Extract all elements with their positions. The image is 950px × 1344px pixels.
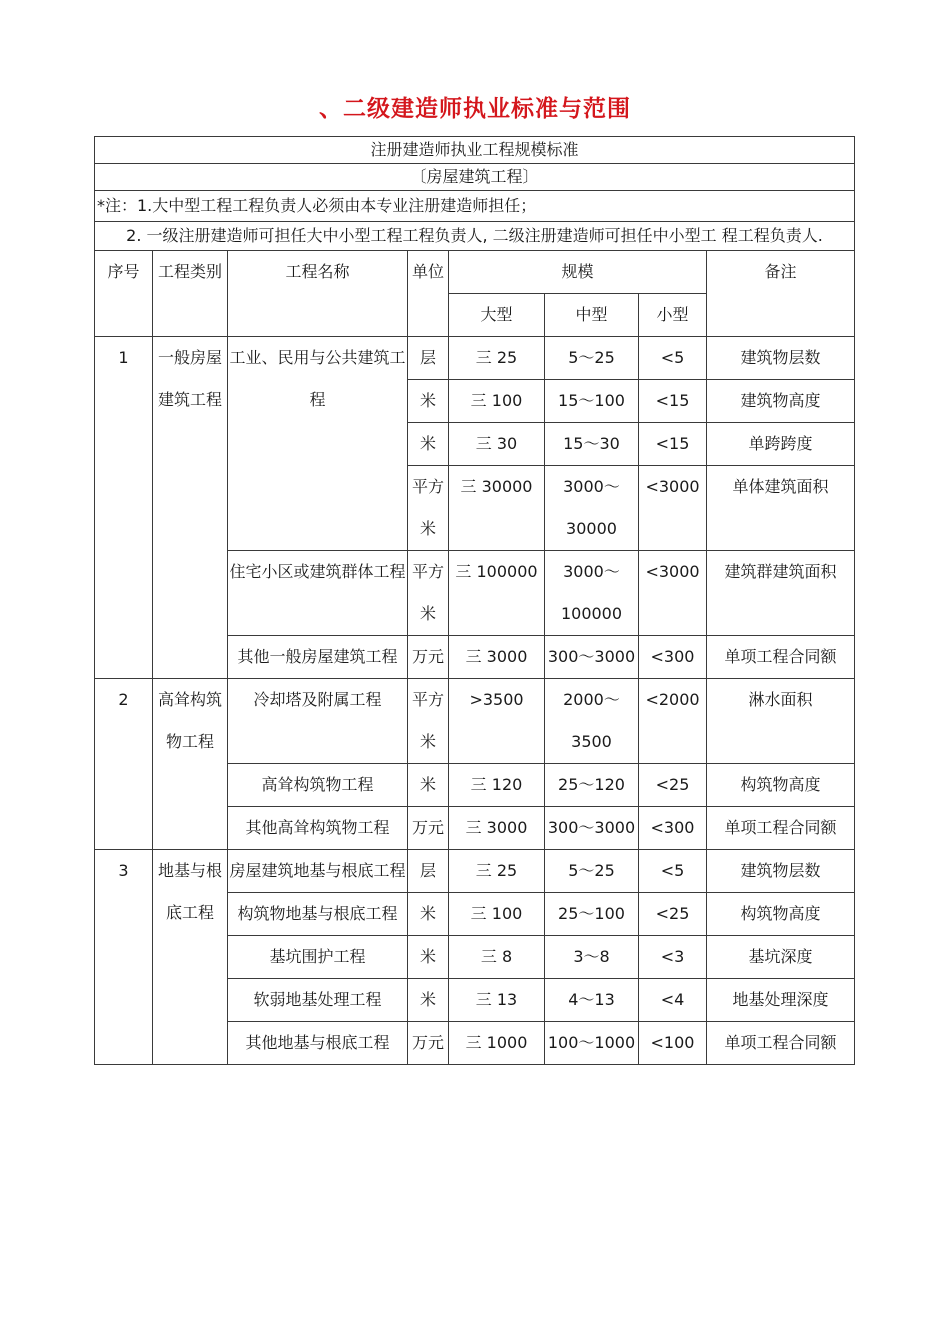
table-subtitle-row xyxy=(95,164,855,191)
cell-unit: 层 xyxy=(408,337,449,380)
cell-remark: 单体建筑面积 xyxy=(707,466,855,551)
cell-unit: 层 xyxy=(408,850,449,893)
header-category: 工程类别 xyxy=(153,251,228,337)
cell-small: <3000 xyxy=(639,466,707,551)
cell-small: <15 xyxy=(639,380,707,423)
header-scale: 规模 xyxy=(449,251,707,294)
cell-large: 三 30000 xyxy=(449,466,545,551)
cell-small: <5 xyxy=(639,850,707,893)
cell-remark: 构筑物高度 xyxy=(707,764,855,807)
cell-large: 三 25 xyxy=(449,850,545,893)
cell-large: 三 13 xyxy=(449,979,545,1022)
note-2: 2. 一级注册建造师可担任大中小型工程工程负责人, 二级注册建造师可担任中小型工 程工程负责人. xyxy=(95,222,855,251)
cell-unit: 万元 xyxy=(408,1022,449,1065)
header-seq: 序号 xyxy=(95,251,153,337)
cell-unit: 米 xyxy=(408,764,449,807)
header-large: 大型 xyxy=(449,294,545,337)
cell-medium: 5〜25 xyxy=(545,337,639,380)
cell-medium: 3000〜100000 xyxy=(545,551,639,636)
cell-unit: 平方米 xyxy=(408,551,449,636)
cell-medium: 4〜13 xyxy=(545,979,639,1022)
cell-medium: 2000〜3500 xyxy=(545,679,639,764)
cell-remark: 单项工程合同额 xyxy=(707,807,855,850)
cell-remark: 单项工程合同额 xyxy=(707,636,855,679)
cell-unit: 米 xyxy=(408,936,449,979)
cell-remark: 地基处理深度 xyxy=(707,979,855,1022)
cell-small: <5 xyxy=(639,337,707,380)
cell-small: <3 xyxy=(639,936,707,979)
cell-unit: 米 xyxy=(408,979,449,1022)
cell-remark: 基坑深度 xyxy=(707,936,855,979)
cell-large: 三 25 xyxy=(449,337,545,380)
cell-large: 三 120 xyxy=(449,764,545,807)
table-title-row xyxy=(95,137,855,164)
cell-medium: 15〜100 xyxy=(545,380,639,423)
group-category: 地基与根底工程 xyxy=(153,850,228,1065)
cell-small: <3000 xyxy=(639,551,707,636)
cell-unit: 平方米 xyxy=(408,466,449,551)
cell-medium: 300〜3000 xyxy=(545,807,639,850)
item-name: 基坑围护工程 xyxy=(228,936,408,979)
cell-remark: 单跨跨度 xyxy=(707,423,855,466)
table-subtitle: 〔房屋建筑工程〕 xyxy=(95,164,855,191)
item-name: 构筑物地基与根底工程 xyxy=(228,893,408,936)
item-name: 高耸构筑物工程 xyxy=(228,764,408,807)
cell-small: <2000 xyxy=(639,679,707,764)
cell-remark: 建筑群建筑面积 xyxy=(707,551,855,636)
cell-remark: 构筑物高度 xyxy=(707,893,855,936)
item-name: 房屋建筑地基与根底工程 xyxy=(228,850,408,893)
cell-remark: 单项工程合同额 xyxy=(707,1022,855,1065)
item-name: 住宅小区或建筑群体工程 xyxy=(228,551,408,636)
cell-remark: 建筑物层数 xyxy=(707,337,855,380)
table-row xyxy=(95,679,855,764)
cell-large: >3500 xyxy=(449,679,545,764)
cell-unit: 米 xyxy=(408,380,449,423)
cell-large: 三 3000 xyxy=(449,636,545,679)
group-category: 高耸构筑物工程 xyxy=(153,679,228,850)
cell-medium: 25〜100 xyxy=(545,893,639,936)
cell-unit: 米 xyxy=(408,893,449,936)
header-remark: 备注 xyxy=(707,251,855,337)
header-medium: 中型 xyxy=(545,294,639,337)
cell-large: 三 30 xyxy=(449,423,545,466)
page-title: 、二级建造师执业标准与范围 xyxy=(319,96,631,122)
cell-small: <15 xyxy=(639,423,707,466)
item-name: 其他一般房屋建筑工程 xyxy=(228,636,408,679)
table-title: 注册建造师执业工程规模标准 xyxy=(95,137,855,164)
note-1: *注：1.大中型工程工程负责人必须由本专业注册建造师担任； xyxy=(95,191,855,222)
item-name: 工业、民用与公共建筑工程 xyxy=(228,337,408,551)
table-row xyxy=(95,337,855,380)
scale-standard-table xyxy=(94,136,855,1065)
cell-medium: 3000〜30000 xyxy=(545,466,639,551)
cell-large: 三 8 xyxy=(449,936,545,979)
cell-remark: 淋水面积 xyxy=(707,679,855,764)
header-name: 工程名称 xyxy=(228,251,408,337)
cell-remark: 建筑物高度 xyxy=(707,380,855,423)
group-category: 一般房屋建筑工程 xyxy=(153,337,228,679)
note-row-1 xyxy=(95,191,855,222)
cell-large: 三 100 xyxy=(449,893,545,936)
cell-unit: 万元 xyxy=(408,807,449,850)
cell-remark: 建筑物层数 xyxy=(707,850,855,893)
cell-small: <25 xyxy=(639,764,707,807)
cell-small: <25 xyxy=(639,893,707,936)
group-seq: 3 xyxy=(95,850,153,1065)
cell-medium: 3〜8 xyxy=(545,936,639,979)
cell-unit: 米 xyxy=(408,423,449,466)
cell-small: <300 xyxy=(639,807,707,850)
item-name: 软弱地基处理工程 xyxy=(228,979,408,1022)
cell-small: <4 xyxy=(639,979,707,1022)
item-name: 冷却塔及附属工程 xyxy=(228,679,408,764)
cell-unit: 万元 xyxy=(408,636,449,679)
note-row-2 xyxy=(95,222,855,251)
cell-medium: 5〜25 xyxy=(545,850,639,893)
item-name: 其他高耸构筑物工程 xyxy=(228,807,408,850)
cell-large: 三 100000 xyxy=(449,551,545,636)
header-unit: 单位 xyxy=(408,251,449,337)
group-seq: 2 xyxy=(95,679,153,850)
cell-small: <300 xyxy=(639,636,707,679)
group-seq: 1 xyxy=(95,337,153,679)
cell-medium: 100〜1000 xyxy=(545,1022,639,1065)
cell-unit: 平方米 xyxy=(408,679,449,764)
cell-medium: 300〜3000 xyxy=(545,636,639,679)
cell-large: 三 1000 xyxy=(449,1022,545,1065)
item-name: 其他地基与根底工程 xyxy=(228,1022,408,1065)
cell-large: 三 100 xyxy=(449,380,545,423)
cell-medium: 25〜120 xyxy=(545,764,639,807)
table-row xyxy=(95,850,855,893)
cell-small: <100 xyxy=(639,1022,707,1065)
header-row xyxy=(95,251,855,294)
cell-medium: 15〜30 xyxy=(545,423,639,466)
cell-large: 三 3000 xyxy=(449,807,545,850)
header-small: 小型 xyxy=(639,294,707,337)
